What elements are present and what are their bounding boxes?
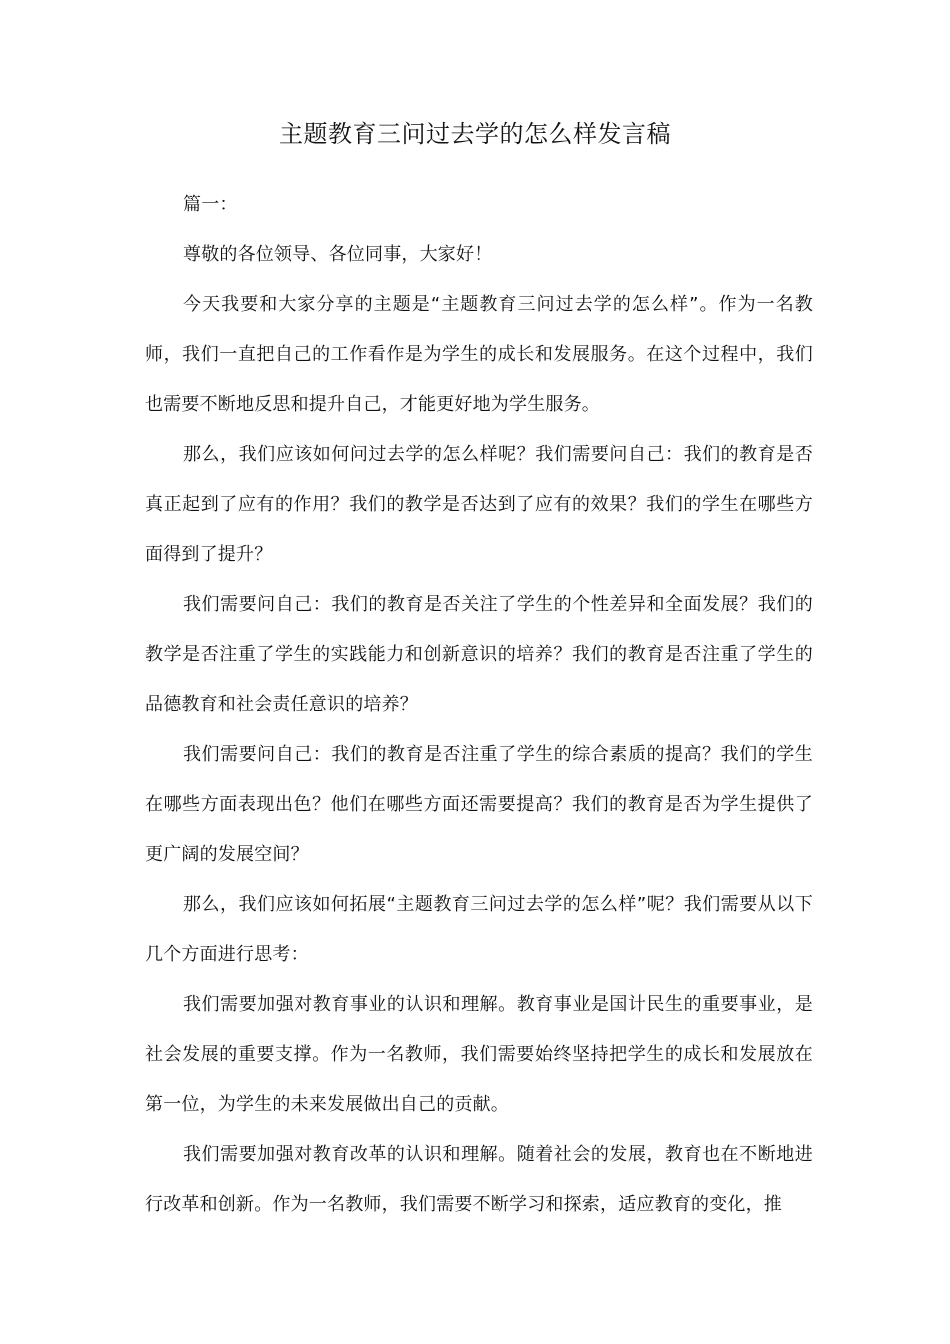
paragraph-heading: 篇一：: [183, 194, 238, 215]
paragraph: 我们需要加强对教育事业的认识和理解。教育事业是国计民生的重要事业，是社会发展的重要支撑。作为一名教师，我们需要始终坚持把学生的成长和发展放在第一位，为学生的未来发展做出自己的贡献。: [145, 994, 813, 1115]
paragraph: 我们需要加强对教育改革的认识和理解。随着社会的发展，教育也在不断地进行改革和创新。作为一名教师，我们需要不断学习和探索，适应教育的变化，推: [145, 1144, 813, 1215]
document-title: 主题教育三问过去学的怎么样发言稿: [279, 120, 671, 148]
paragraph: 我们需要问自己：我们的教育是否关注了学生的个性差异和全面发展？我们的教学是否注重了学生的实践能力和创新意识的培养？我们的教育是否注重了学生的品德教育和社会责任意识的培养？: [145, 594, 813, 715]
paragraph: 那么，我们应该如何拓展“主题教育三问过去学的怎么样”呢？我们需要从以下几个方面进行思考：: [145, 894, 813, 965]
paragraph: 今天我要和大家分享的主题是“主题教育三问过去学的怎么样”。作为一名教师，我们一直把自己的工作看作是为学生的成长和发展服务。在这个过程中，我们也需要不断地反思和提升自己，才能更好地为学生服务。: [145, 294, 813, 415]
paragraph-greeting: 尊敬的各位领导、各位同事，大家好！: [183, 244, 493, 265]
document-body: [145, 180, 813, 1230]
paragraph: 那么，我们应该如何问过去学的怎么样呢？我们需要问自己：我们的教育是否真正起到了应有的作用？我们的教学是否达到了应有的效果？我们的学生在哪些方面得到了提升？: [145, 444, 813, 565]
paragraph: 我们需要问自己：我们的教育是否注重了学生的综合素质的提高？我们的学生在哪些方面表现出色？他们在哪些方面还需要提高？我们的教育是否为学生提供了更广阔的发展空间？: [145, 744, 813, 865]
